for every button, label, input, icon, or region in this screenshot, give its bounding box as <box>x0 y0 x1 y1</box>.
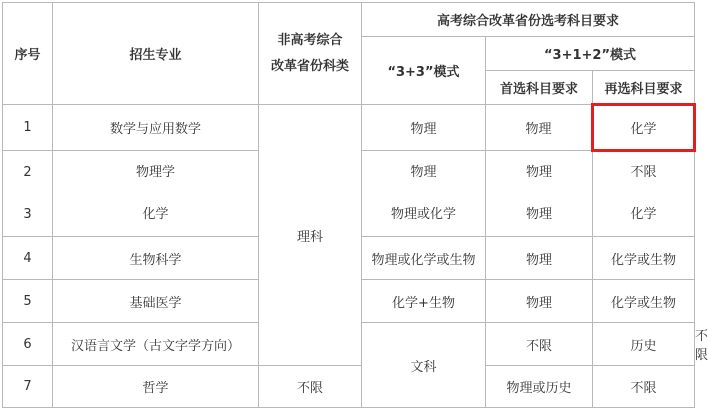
row-second-choice: 不限 <box>593 366 695 408</box>
row-first-choice: 物理 <box>486 105 593 151</box>
row-seq: 5 <box>3 280 53 323</box>
row-first-pair <box>486 151 593 237</box>
row-major: 数学与应用数学 <box>53 105 259 151</box>
row-mode-33: 不限 <box>486 323 593 366</box>
row-seq: 6 <box>3 323 53 366</box>
row-seq: 3 <box>23 206 32 222</box>
row-major-pair <box>53 151 259 237</box>
header-mode-33: “3+3”模式 <box>362 37 486 105</box>
highlighted-second-choice: 化学 <box>593 105 695 151</box>
row-seq: 7 <box>3 366 53 408</box>
header-non-reform-line1: 非高考综合 <box>277 32 343 48</box>
row-first-choice: 物理 <box>486 237 593 280</box>
row-mode-33: 物理 <box>410 164 437 180</box>
row-first-choice: 物理 <box>525 206 552 222</box>
row-first-choice: 物理 <box>486 280 593 323</box>
group-science: 理科 <box>259 105 362 366</box>
row-major: 生物科学 <box>53 237 259 280</box>
row-major: 物理学 <box>135 164 175 180</box>
row-first-choice: 物理 <box>525 164 552 180</box>
row-first-choice: 历史 <box>593 323 695 366</box>
header-second-choice: 再选科目要求 <box>593 71 695 105</box>
row-mode-33: 物理或化学 <box>390 206 456 222</box>
header-mode-312: “3+1+2”模式 <box>486 37 695 71</box>
admission-requirements-table <box>2 2 708 408</box>
row-seq: 4 <box>3 237 53 280</box>
table-row: 6 汉语言文学（古文字学方向） 文科 不限 历史 不限 <box>3 323 695 366</box>
row-seq-pair <box>3 151 53 237</box>
group-arts: 文科 <box>362 323 486 408</box>
row-mode-33: 化学+生物 <box>362 280 486 323</box>
header-reform: 高考综合改革省份选考科目要求 <box>362 3 695 37</box>
row-major: 哲学 <box>53 366 259 408</box>
row-second-pair <box>593 151 695 237</box>
row-major: 基础医学 <box>53 280 259 323</box>
row-second-choice: 化学 <box>630 207 657 222</box>
header-first-choice: 首选科目要求 <box>486 71 593 105</box>
row-first-choice: 物理或历史 <box>486 366 593 408</box>
header-seq: 序号 <box>3 3 53 105</box>
row-seq: 2 <box>23 164 32 180</box>
row-mode-33-pair <box>362 151 486 237</box>
header-non-reform <box>259 3 362 105</box>
table-row <box>3 366 695 408</box>
row-second-choice: 化学或生物 <box>593 237 695 280</box>
header-non-reform-line2: 改革省份科类 <box>270 58 349 74</box>
table-row <box>3 105 695 151</box>
row-major: 化学 <box>142 206 169 222</box>
row-mode-33: 物理 <box>362 105 486 151</box>
row-second-choice: 化学或生物 <box>593 280 695 323</box>
row-mode-33: 物理或化学或生物 <box>362 237 486 280</box>
row-major: 汉语言文学（古文字学方向） <box>53 323 259 366</box>
header-major: 招生专业 <box>53 3 259 105</box>
row-mode-33: 不限 <box>259 366 362 408</box>
row-seq: 1 <box>3 105 53 151</box>
row-second-choice: 不限 <box>630 165 657 180</box>
